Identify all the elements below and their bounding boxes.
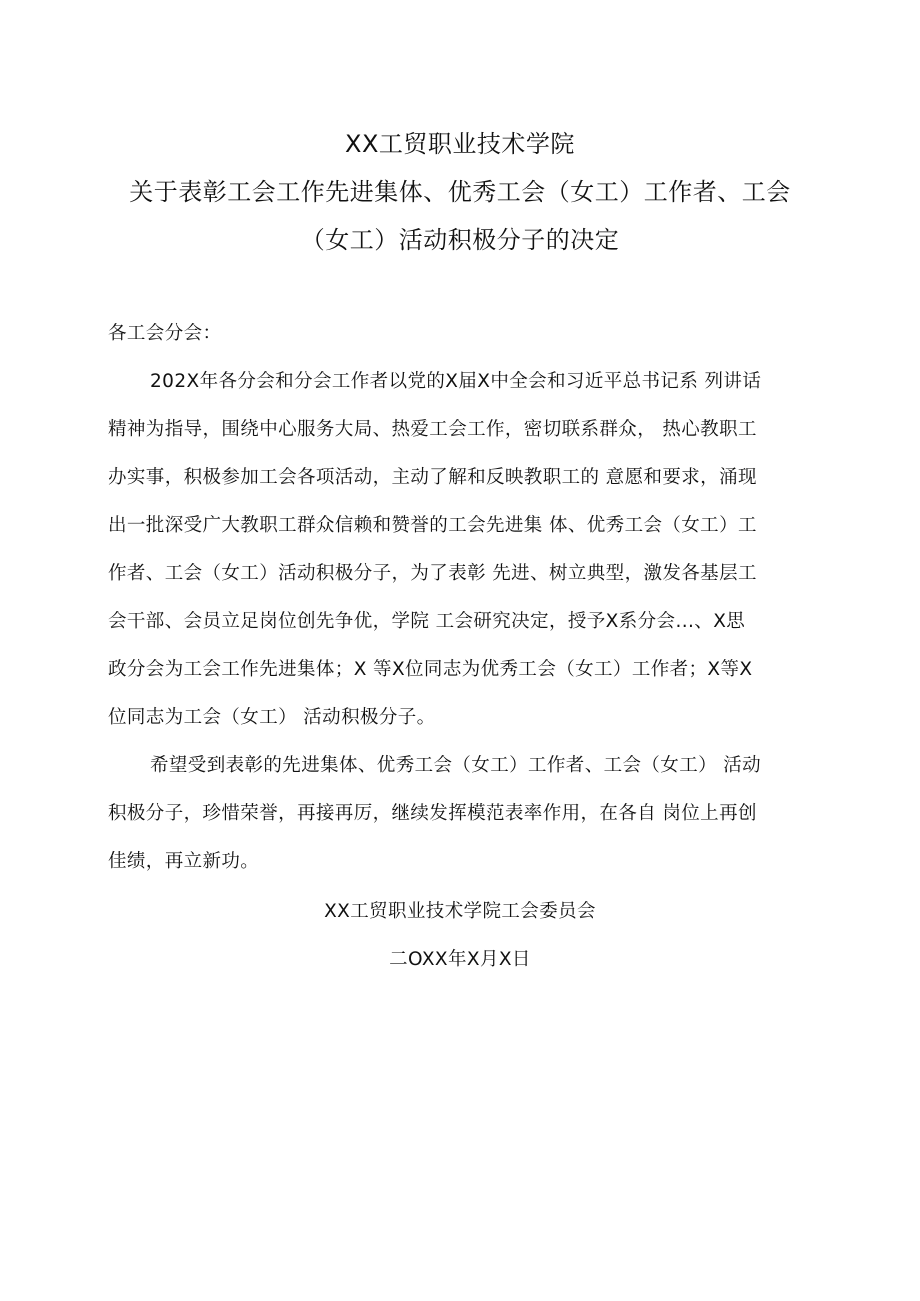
paragraph-1-line-4: 出一批深受广大教职工群众信赖和赞誉的工会先进集 体、优秀工会（女工）工 <box>108 515 757 536</box>
paragraph-1-line-2: 精神为指导，围绕中心服务大局、热爱工会工作，密切联系群众， 热心教职工 <box>108 419 757 440</box>
document-title-line-2: 关于表彰工会工作先进集体、优秀工会（女工）工作者、工会 <box>129 178 791 206</box>
paragraph-1-line-8: 位同志为工会（女工） 活动积极分子。 <box>108 707 436 728</box>
paragraph-2-line-3: 佳绩，再立新功。 <box>108 851 260 872</box>
document-title-line-3: （女工）活动积极分子的决定 <box>300 226 620 254</box>
signature: XX工贸职业技术学院工会委员会 <box>324 901 596 922</box>
paragraph-1-line-3: 办实事，积极参加工会各项活动，主动了解和反映教职工的 意愿和要求，涌现 <box>108 467 757 488</box>
paragraph-1-line-6: 会干部、会员立足岗位创先争优，学院 工会研究决定，授予X系分会...、X思 <box>108 611 746 632</box>
paragraph-1-line-1: 202X年各分会和分会工作者以党的X届X中全会和习近平总书记系 列讲话 <box>150 371 762 392</box>
paragraph-2-line-1: 希望受到表彰的先进集体、优秀工会（女工）工作者、工会（女工） 活动 <box>150 755 762 776</box>
date: 二OXX年X月X日 <box>389 949 531 970</box>
paragraph-1-line-5: 作者、工会（女工）活动积极分子，为了表彰 先进、树立典型，激发各基层工 <box>108 563 757 584</box>
salutation: 各工会分会： <box>108 323 222 344</box>
paragraph-2-line-2: 积极分子，珍惜荣誉，再接再厉，继续发挥模范表率作用，在各自 岗位上再创 <box>108 803 757 824</box>
document-title-line-1: XX工贸职业技术学院 <box>345 130 575 158</box>
paragraph-1-line-7: 政分会为工会工作先进集体；X 等X位同志为优秀工会（女工）工作者；X等X <box>108 659 753 680</box>
